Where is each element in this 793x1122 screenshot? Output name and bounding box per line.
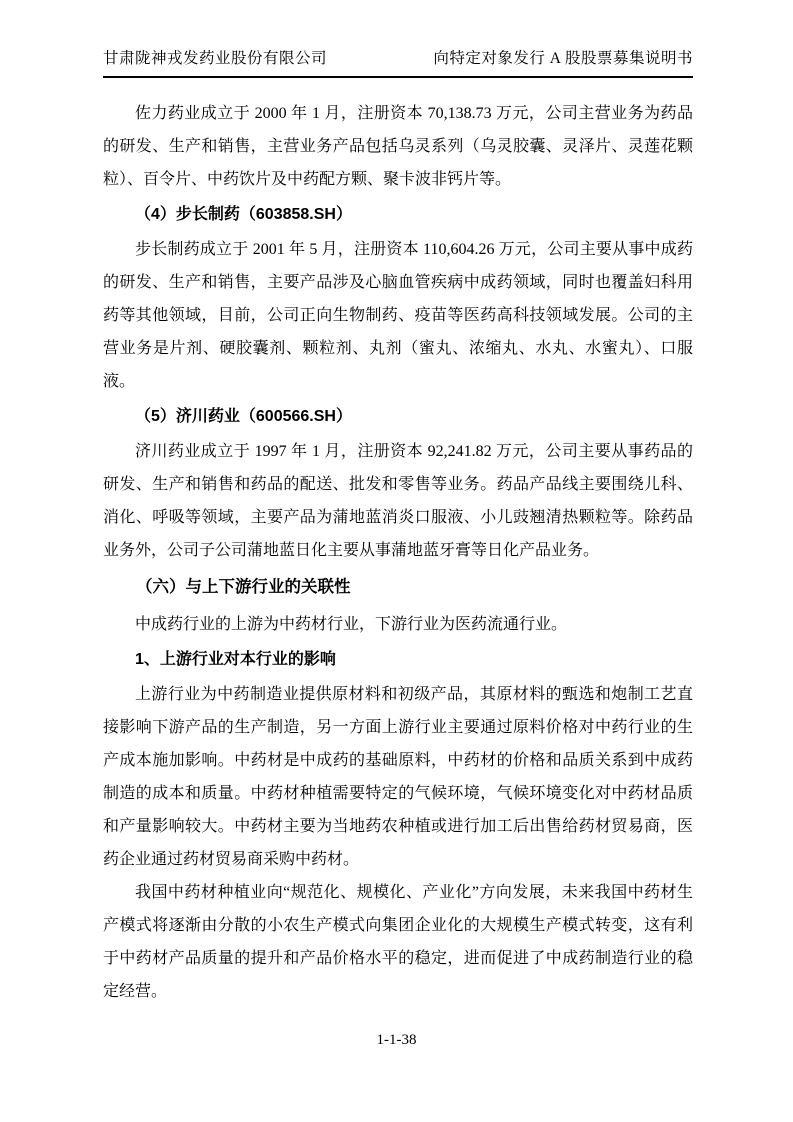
paragraph-upstream-materials: 上游行业为中药制造业提供原材料和初级产品，其原材料的甄选和炮制工艺直接影响下游产品的生产制造，另一方面上游行业主要通过原料价格对中药行业的生产成本施加影响。中药材是中成药的基础原料，中药材的价格和品质关系到中成药制造的成本和质量。中药材种植需要特定的气候环境，气候环境变化对中药材品质和产量影响较大。中药材主要为当地药农种植或进行加工后出售给药材贸易商，医药企业通过药材贸易商采购中药材。 <box>103 686 693 868</box>
paragraph-zuoli-pharma: 佐力药业成立于 2000 年 1 月，注册资本 70,138.73 万元，公司主营业务为药品的研发、生产和销售，主营业务产品包括乌灵系列（乌灵胶囊、灵泽片、灵莲花颗粒）、百令片、中药饮片及中药配方颗、聚卡波非钙片等。 <box>103 105 693 188</box>
heading-5-jichuan-pharma: （5）济川药业（600566.SH） <box>135 408 352 425</box>
paragraph-industry-chain: 中成药行业的上游为中药材行业，下游行业为医药流通行业。 <box>135 616 568 633</box>
document-body <box>103 97 693 1008</box>
heading-4-buchang-pharma: （4）步长制药（603858.SH） <box>135 206 352 223</box>
page-footer <box>0 1032 793 1049</box>
heading-1-upstream-impact: 1、上游行业对本行业的影响 <box>135 651 336 668</box>
header-doc-title: 向特定对象发行 A 股股票募集说明书 <box>433 50 693 67</box>
paragraph-buchang-pharma: 步长制药成立于 2001 年 5 月，注册资本 110,604.26 万元，公司主要从事中成药的研发、生产和销售，主要产品涉及心脑血管疾病中成药领域，同时也覆盖妇科用药等其他领域，目前，公司正向生物制药、疫苗等医药高科技领域发展。公司的主营业务是片剂、硬胶囊剂、颗粒剂、丸剂（蜜丸、浓缩丸、水丸、水蜜丸）、口服液。 <box>103 241 693 390</box>
paragraph-planting-industry: 我国中药材种植业向“规范化、规模化、产业化”方向发展，未来我国中药材生产模式将逐渐由分散的小农生产模式向集团企业化的大规模生产模式转变，这有利于中药材产品质量的提升和产品价格水平的稳定，进而促进了中成药制造行业的稳定经营。 <box>103 884 693 1000</box>
header-company-name: 甘肃陇神戎发药业股份有限公司 <box>103 50 328 67</box>
page-number: 1-1-38 <box>376 1032 417 1048</box>
paragraph-jichuan-pharma: 济川药业成立于 1997 年 1 月，注册资本 92,241.82 万元，公司主要从事药品的研发、生产和销售和药品的配送、批发和零售等业务。药品产品线主要围绕儿科、消化、呼吸等领域，主要产品为蒲地蓝消炎口服液、小儿豉翘清热颗粒等。除药品业务外，公司子公司蒲地蓝日化主要从事蒲地蓝牙膏等日化产品业务。 <box>103 443 693 559</box>
page-header <box>103 48 693 78</box>
heading-6-industry-linkage: （六）与上下游行业的关联性 <box>136 578 351 596</box>
